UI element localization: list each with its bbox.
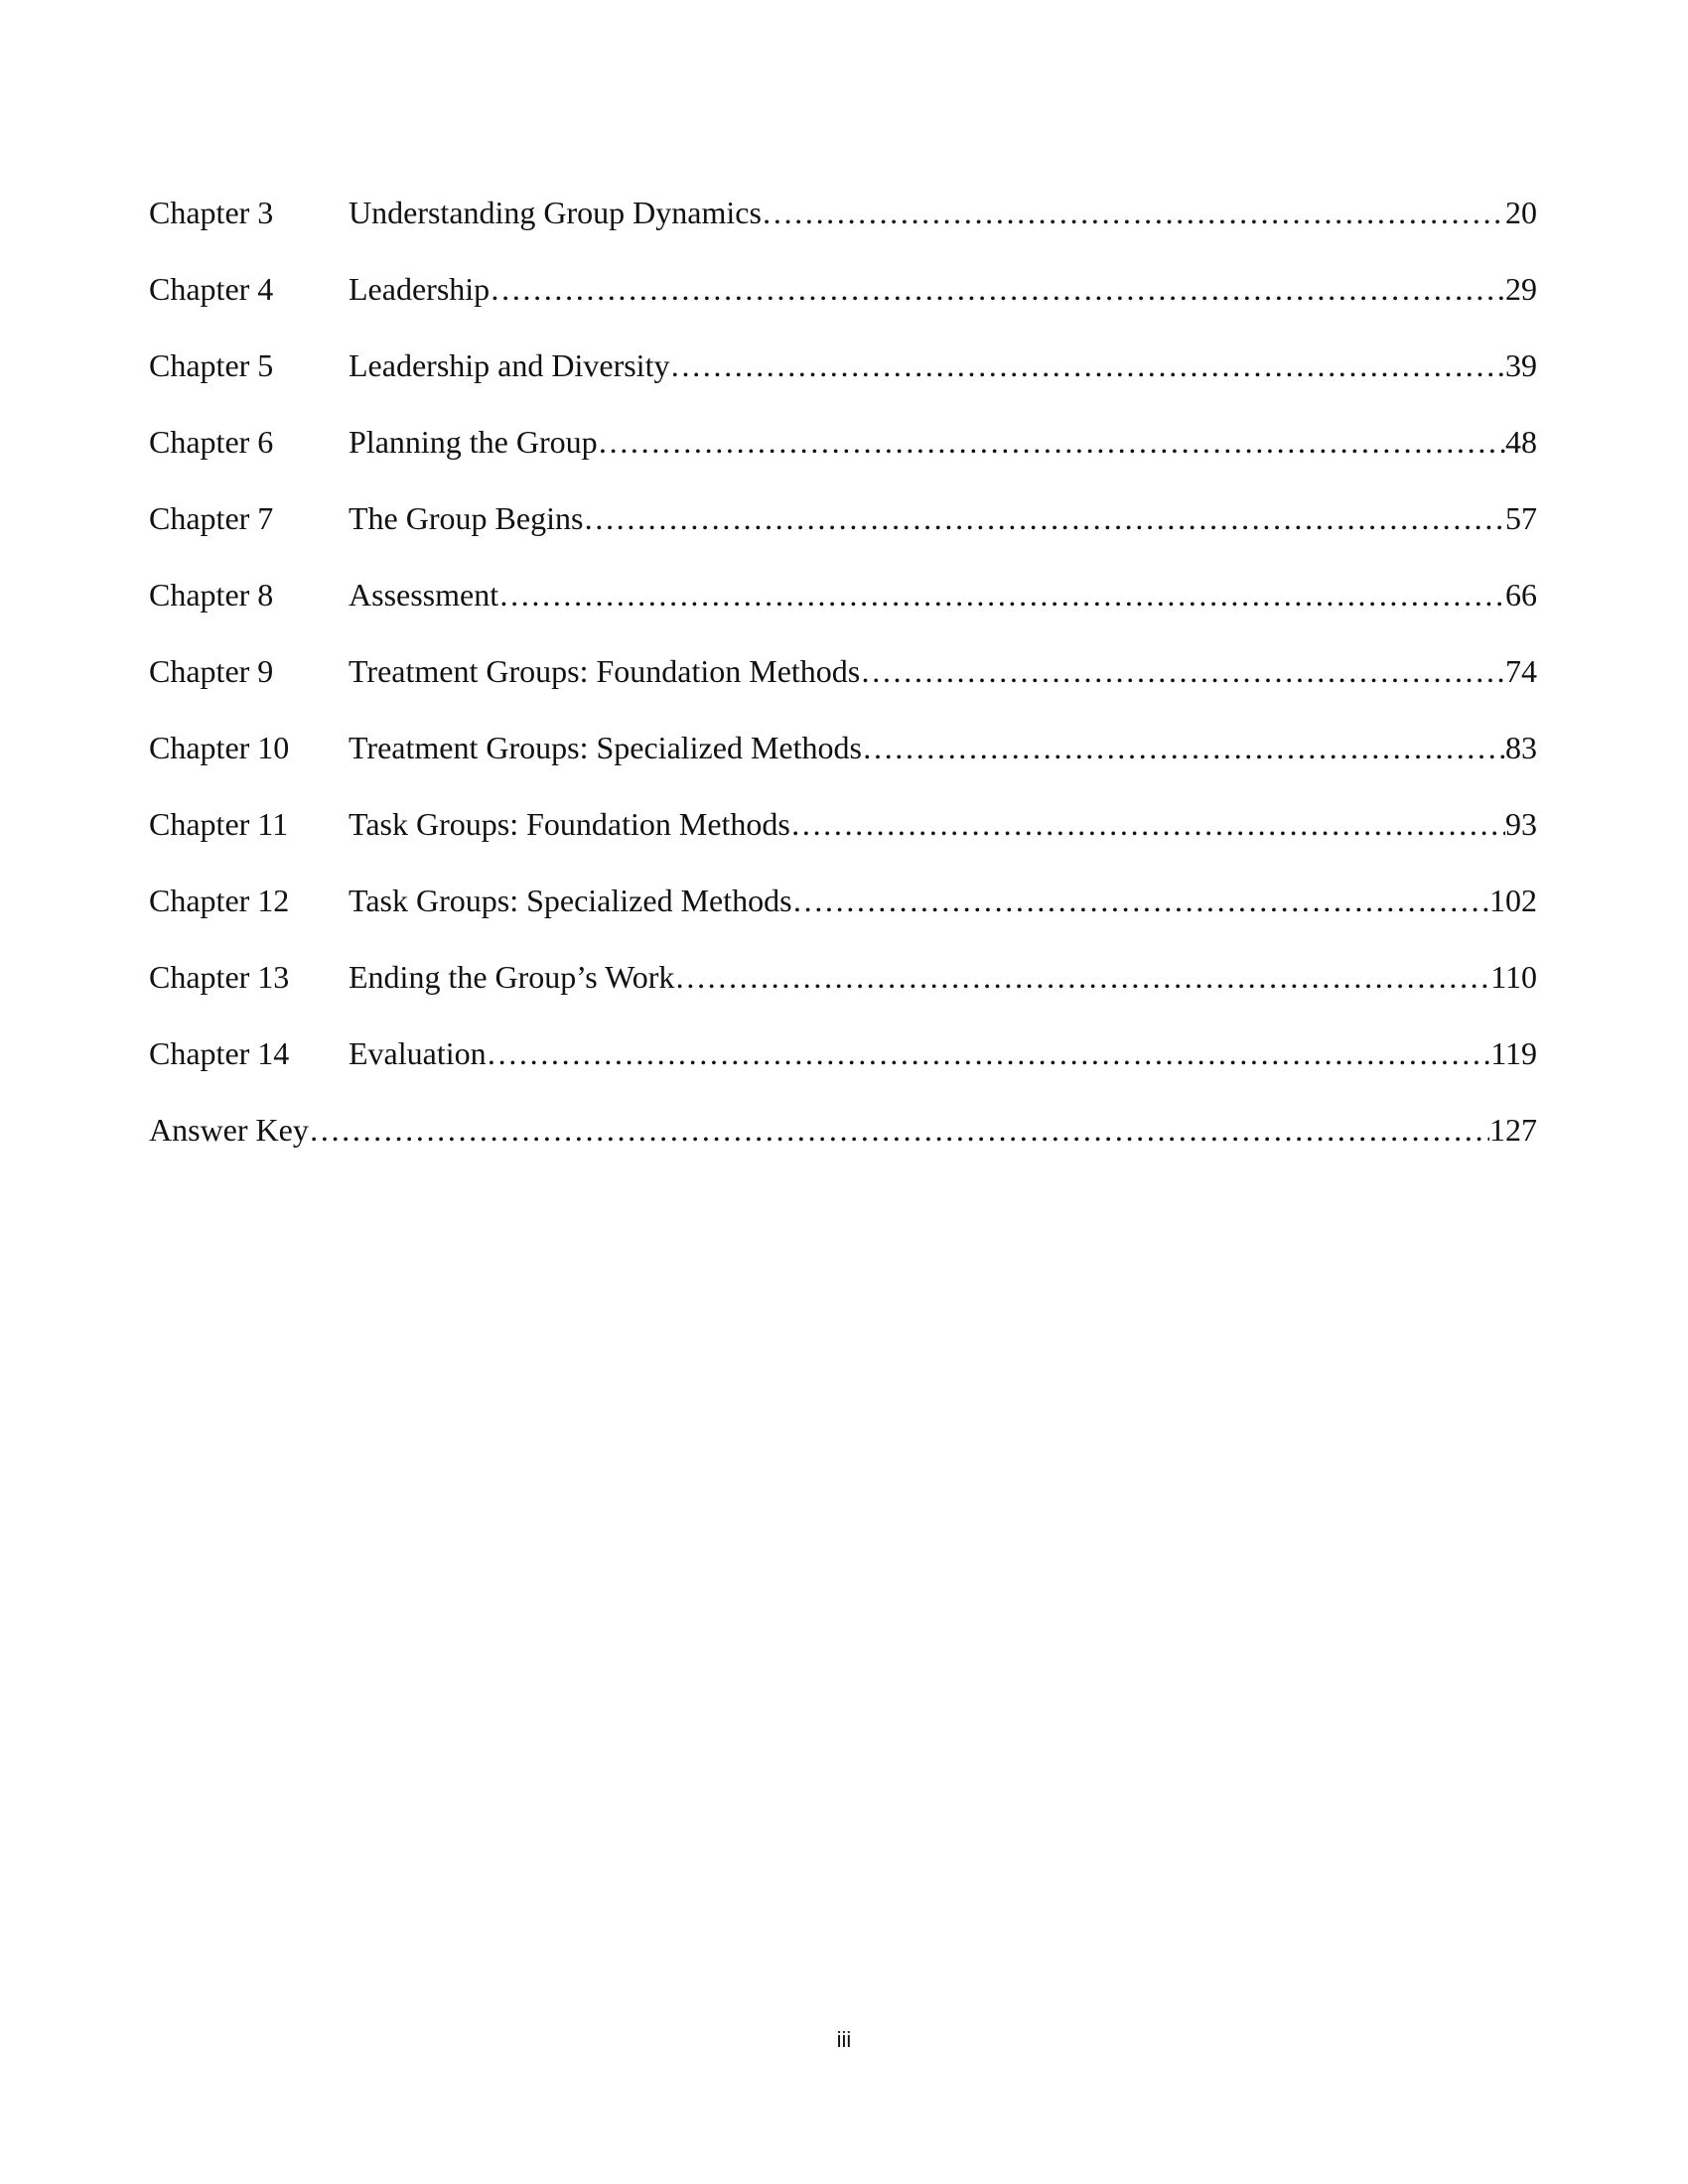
toc-entry[interactable] <box>149 271 1537 347</box>
toc-entry[interactable] <box>149 730 1537 806</box>
dot-leader <box>674 959 1490 996</box>
toc-entry-title: Planning the Group <box>349 424 598 460</box>
toc-entry-answer-key[interactable] <box>149 1112 1537 1188</box>
dot-leader <box>583 500 1505 537</box>
toc-entry-title: The Group Begins <box>349 500 584 536</box>
toc-entry-chapter: Chapter 10 <box>149 730 290 765</box>
toc-entry-title: Answer Key <box>149 1112 309 1148</box>
dot-leader <box>790 806 1505 843</box>
toc-entry-page: 102 <box>1489 883 1537 918</box>
toc-entry-page: 29 <box>1505 271 1537 307</box>
toc-entry-chapter: Chapter 9 <box>149 653 274 689</box>
toc-entry[interactable] <box>149 1035 1537 1112</box>
toc-entry[interactable] <box>149 883 1537 959</box>
toc-entry[interactable] <box>149 424 1537 500</box>
toc-entry-title: Assessment <box>349 577 499 613</box>
toc-entry-title: Understanding Group Dynamics <box>349 195 762 230</box>
toc-entry[interactable] <box>149 959 1537 1035</box>
dot-leader <box>669 347 1505 384</box>
toc-entry[interactable] <box>149 653 1537 730</box>
dot-leader <box>487 1035 1491 1072</box>
toc-entry-page: 110 <box>1490 959 1537 995</box>
toc-entry[interactable] <box>149 500 1537 577</box>
toc-entry-title: Evaluation <box>349 1035 487 1071</box>
toc-entry[interactable] <box>149 347 1537 424</box>
toc-entry[interactable] <box>149 806 1537 883</box>
toc-entry-chapter: Chapter 3 <box>149 195 274 230</box>
table-of-contents <box>149 195 1537 1188</box>
dot-leader <box>309 1112 1489 1149</box>
dot-leader <box>792 883 1489 919</box>
dot-leader <box>862 730 1505 766</box>
toc-entry-title: Treatment Groups: Foundation Methods <box>349 653 861 689</box>
dot-leader <box>598 424 1505 461</box>
toc-entry-chapter: Chapter 6 <box>149 424 274 460</box>
dot-leader <box>490 271 1505 308</box>
toc-entry-page: 83 <box>1505 730 1537 765</box>
toc-entry-chapter: Chapter 5 <box>149 347 274 383</box>
dot-leader <box>498 577 1505 614</box>
toc-entry-title: Leadership <box>349 271 491 307</box>
toc-entry-chapter: Chapter 7 <box>149 500 274 536</box>
toc-entry-title: Treatment Groups: Specialized Methods <box>349 730 862 765</box>
page-number: iii <box>836 2027 852 2052</box>
toc-entry-page: 93 <box>1505 806 1537 842</box>
toc-entry-page: 57 <box>1505 500 1537 536</box>
toc-entry-page: 48 <box>1505 424 1537 460</box>
toc-entry-title: Leadership and Diversity <box>349 347 670 383</box>
toc-entry-page: 20 <box>1505 195 1537 230</box>
toc-entry-page: 66 <box>1505 577 1537 613</box>
dot-leader <box>762 195 1505 231</box>
toc-entry[interactable] <box>149 195 1537 271</box>
toc-entry-title: Ending the Group’s Work <box>349 959 675 995</box>
dot-leader <box>860 653 1505 690</box>
toc-entry-chapter: Chapter 11 <box>149 806 289 842</box>
toc-entry-chapter: Chapter 8 <box>149 577 274 613</box>
toc-entry-chapter: Chapter 14 <box>149 1035 290 1071</box>
toc-entry-title: Task Groups: Specialized Methods <box>349 883 792 918</box>
toc-entry-page: 39 <box>1505 347 1537 383</box>
toc-entry-chapter: Chapter 13 <box>149 959 290 995</box>
toc-entry-page: 74 <box>1505 653 1537 689</box>
toc-entry-chapter: Chapter 12 <box>149 883 290 918</box>
toc-entry-page: 119 <box>1490 1035 1537 1071</box>
toc-entry-chapter: Chapter 4 <box>149 271 274 307</box>
toc-entry-page: 127 <box>1489 1112 1537 1148</box>
toc-entry[interactable] <box>149 577 1537 653</box>
toc-entry-title: Task Groups: Foundation Methods <box>349 806 790 842</box>
